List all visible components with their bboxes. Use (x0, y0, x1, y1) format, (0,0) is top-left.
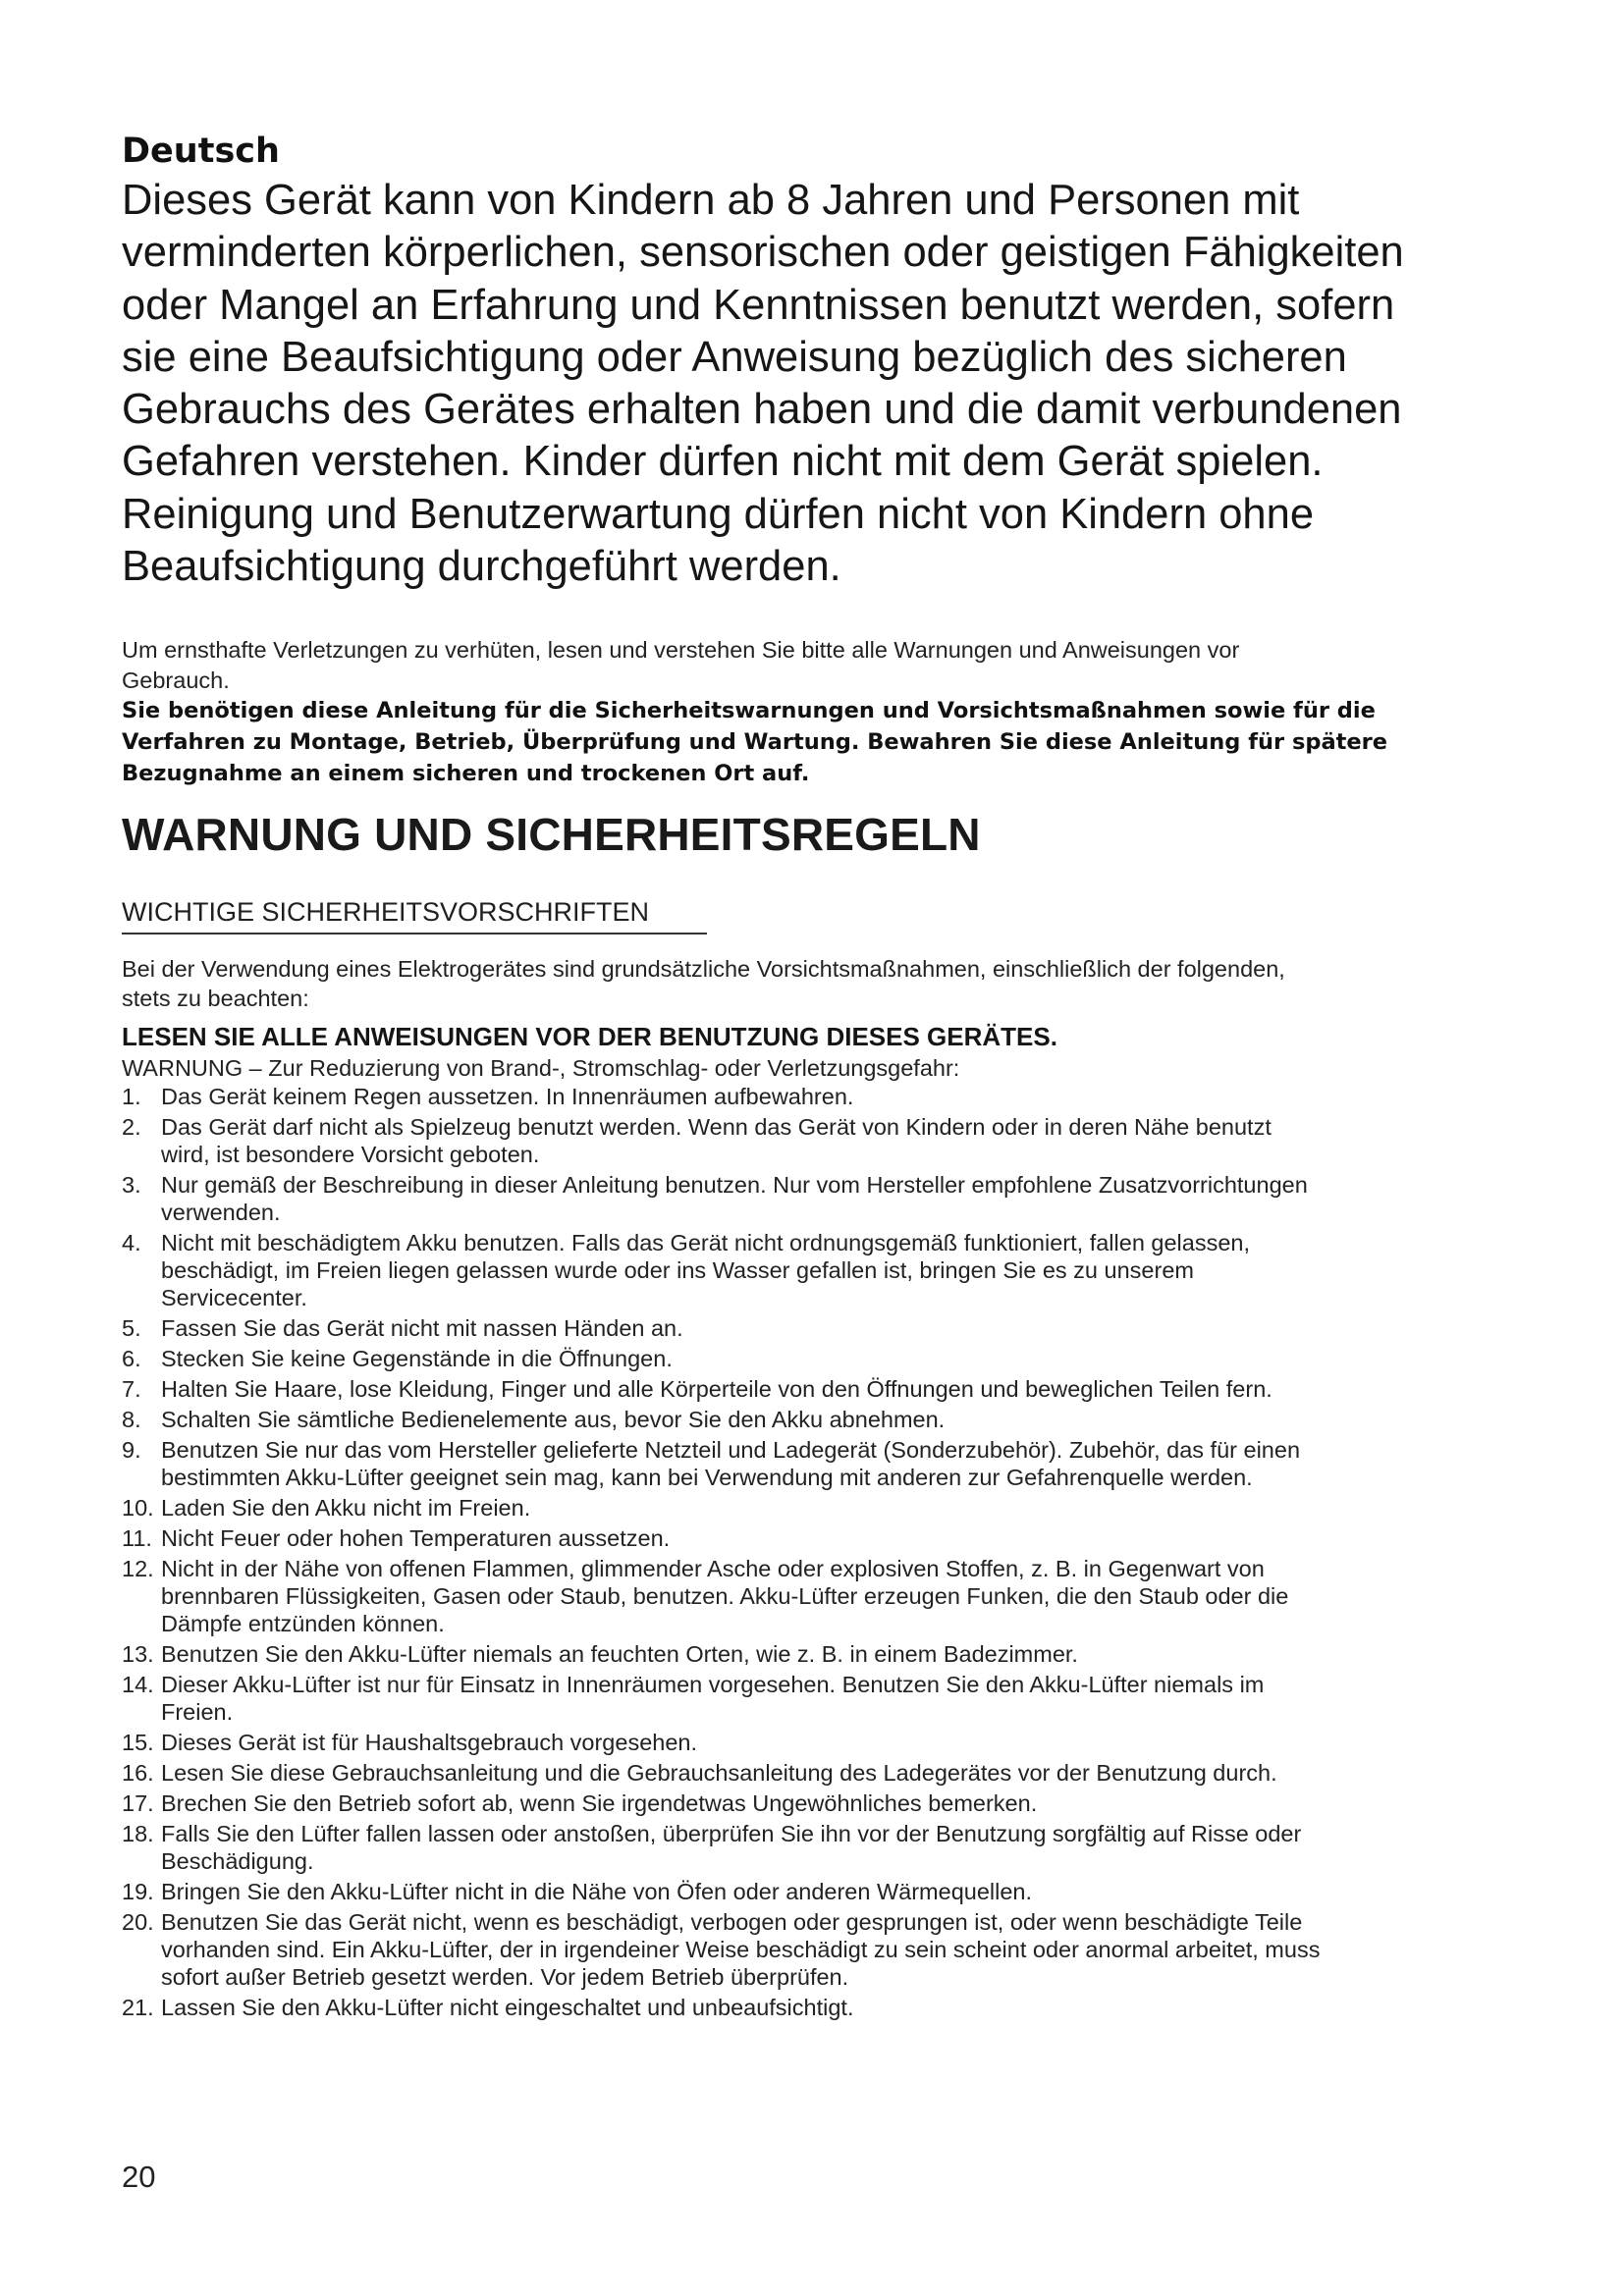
rule-text-line: Brechen Sie den Betrieb sofort ab, wenn Sie irgendetwas Ungewöhnliches bemerken. (161, 1790, 1038, 1816)
rule-item (122, 1345, 1496, 1372)
rule-number: 18. (122, 1821, 154, 1846)
rule-text-line: Benutzen Sie den Akku-Lüfter niemals an feuchten Orten, wie z. B. in einem Badezimmer. (161, 1641, 1078, 1667)
rule-text-line: Nicht Feuer oder hohen Temperaturen aussetzen. (161, 1525, 671, 1551)
notice-bold-line: Verfahren zu Montage, Betrieb, Überprüfung und Wartung. Bewahren Sie diese Anleitung für spätere (122, 729, 1388, 755)
rule-item (122, 1640, 1496, 1668)
rule-item (122, 1878, 1496, 1905)
notice-bold-line: Sie benötigen diese Anleitung für die Sicherheitswarnungen und Vorsichtsmaßnahmen sowie für die (122, 698, 1376, 723)
rule-number: 21. (122, 1995, 154, 2020)
rule-number: 3. (122, 1172, 141, 1198)
notice-line: Um ernsthafte Verletzungen zu verhüten, lesen und verstehen Sie bitte alle Warnungen und Anweisungen vor (122, 637, 1240, 663)
rule-number: 10. (122, 1495, 154, 1521)
rule-text-line: Das Gerät keinem Regen aussetzen. In Innenräumen aufbewahren. (161, 1084, 854, 1109)
rule-number: 17. (122, 1790, 154, 1816)
rule-number: 5. (122, 1315, 141, 1341)
rule-text-line: Benutzen Sie das Gerät nicht, wenn es beschädigt, verbogen oder gesprungen ist, oder wenn beschädigte Teile (161, 1909, 1303, 1935)
rule-item (122, 1113, 1496, 1168)
rule-item (122, 1436, 1496, 1491)
warning-line: WARNUNG – Zur Reduzierung von Brand-, Stromschlag- oder Verletzungsgefahr: (122, 1055, 960, 1081)
rule-text-line: Servicecenter. (161, 1285, 307, 1310)
rule-text-line: Dieser Akku-Lüfter ist nur für Einsatz in Innenräumen vorgesehen. Benutzen Sie den Akku-Lüfter niemals im (161, 1672, 1265, 1697)
rule-number: 12. (122, 1556, 154, 1581)
rule-text-line: Falls Sie den Lüfter fallen lassen oder anstoßen, überprüfen Sie ihn vor der Benutzung sorgfältig auf Risse oder (161, 1821, 1302, 1846)
rule-text-line: Fassen Sie das Gerät nicht mit nassen Händen an. (161, 1315, 683, 1341)
precaution-line: stets zu beachten: (122, 985, 309, 1011)
rule-text-line: brennbaren Flüssigkeiten, Gasen oder Staub, benutzen. Akku-Lüfter erzeugen Funken, die den Staub oder die (161, 1583, 1289, 1609)
rule-item (122, 1229, 1496, 1311)
rule-number: 13. (122, 1641, 154, 1667)
rule-item (122, 1314, 1496, 1342)
rule-text-line: Nicht mit beschädigtem Akku benutzen. Falls das Gerät nicht ordnungsgemäß funktioniert, fallen gelassen, (161, 1230, 1251, 1255)
rule-item (122, 1789, 1496, 1817)
rule-text-line: Freien. (161, 1699, 234, 1725)
rule-item (122, 1820, 1496, 1875)
rule-text-line: Bringen Sie den Akku-Lüfter nicht in die Nähe von Öfen oder anderen Wärmequellen. (161, 1879, 1033, 1904)
rule-number: 7. (122, 1376, 141, 1402)
rule-number: 2. (122, 1114, 141, 1140)
rule-number: 19. (122, 1879, 154, 1904)
rule-text-line: Schalten Sie sämtliche Bedienelemente aus, bevor Sie den Akku abnehmen. (161, 1407, 946, 1432)
rule-item (122, 1083, 1496, 1110)
rule-text-line: wird, ist besondere Vorsicht geboten. (161, 1142, 540, 1167)
rule-text-line: Nur gemäß der Beschreibung in dieser Anleitung benutzen. Nur vom Hersteller empfohlene Zusatzvorrichtungen (161, 1172, 1308, 1198)
rule-number: 4. (122, 1230, 141, 1255)
rule-number: 15. (122, 1730, 154, 1755)
rule-item (122, 1759, 1496, 1787)
intro-line: Gebrauchs des Gerätes erhalten haben und die damit verbundenen (122, 386, 1402, 434)
intro-line: Gefahren verstehen. Kinder dürfen nicht mit dem Gerät spielen. (122, 438, 1324, 486)
subsection-title: WICHTIGE SICHERHEITSVORSCHRIFTEN (122, 895, 707, 934)
read-instructions-heading: LESEN SIE ALLE ANWEISUNGEN VOR DER BENUTZUNG DIESES GERÄTES. (122, 1022, 1057, 1051)
rule-item (122, 1524, 1496, 1552)
rule-text-line: Nicht in der Nähe von offenen Flammen, glimmender Asche oder explosiven Stoffen, z. B. in Gegenwart von (161, 1556, 1265, 1581)
safety-rules-list (122, 1083, 1496, 2024)
rule-text-line: sofort außer Betrieb gesetzt werden. Vor jedem Betrieb überprüfen. (161, 1964, 849, 1990)
rule-number: 1. (122, 1084, 141, 1109)
rule-item (122, 1375, 1496, 1403)
rule-item (122, 1494, 1496, 1522)
intro-line: sie eine Beaufsichtigung oder Anweisung bezüglich des sicheren (122, 333, 1347, 381)
rule-item (122, 1729, 1496, 1756)
rule-text-line: Halten Sie Haare, lose Kleidung, Finger und alle Körperteile von den Öffnungen und beweglichen Teilen fern. (161, 1376, 1272, 1402)
precaution-paragraph (122, 955, 1477, 1013)
rule-text-line: verwenden. (161, 1200, 281, 1225)
notice-line: Gebrauch. (122, 667, 230, 693)
rule-item (122, 1994, 1496, 2021)
rule-text-line: bestimmten Akku-Lüfter geeignet sein mag, kann bei Verwendung mit anderen zur Gefahrenquelle werden. (161, 1465, 1253, 1490)
rule-number: 9. (122, 1437, 141, 1463)
intro-line: verminderten körperlichen, sensorischen oder geistigen Fähigkeiten (122, 229, 1404, 277)
rule-text-line: vorhanden sind. Ein Akku-Lüfter, der in irgendeiner Weise beschädigt zu sein scheint oder anormal arbeitet, muss (161, 1937, 1321, 1962)
rule-text-line: beschädigt, im Freien liegen gelassen wurde oder ins Wasser gefallen ist, bringen Sie es zu unserem (161, 1257, 1194, 1283)
language-heading: Deutsch (122, 132, 280, 171)
rule-item (122, 1406, 1496, 1433)
rule-text-line: Lassen Sie den Akku-Lüfter nicht eingeschaltet und unbeaufsichtigt. (161, 1995, 854, 2020)
intro-line: Reinigung und Benutzerwartung dürfen nicht von Kindern ohne (122, 490, 1315, 538)
rule-text-line: Stecken Sie keine Gegenstände in die Öffnungen. (161, 1346, 673, 1371)
intro-line: Beaufsichtigung durchgeführt werden. (122, 543, 841, 591)
rule-number: 20. (122, 1909, 154, 1935)
warning-notice (122, 635, 1477, 789)
rule-text-line: Benutzen Sie nur das vom Hersteller gelieferte Netzteil und Ladegerät (Sonderzubehör). Zubehör, das für einen (161, 1437, 1301, 1463)
rule-text-line: Dieses Gerät ist für Haushaltsgebrauch vorgesehen. (161, 1730, 698, 1755)
rule-text-line: Das Gerät darf nicht als Spielzeug benutzt werden. Wenn das Gerät von Kindern oder in deren Nähe benutzt (161, 1114, 1272, 1140)
rule-number: 11. (122, 1525, 152, 1551)
page-number: 20 (122, 2160, 156, 2194)
intro-paragraph (122, 175, 1496, 593)
rule-number: 14. (122, 1672, 154, 1697)
section-title: WARNUNG UND SICHERHEITSREGELN (122, 809, 981, 860)
rule-item (122, 1671, 1496, 1726)
intro-line: Dieses Gerät kann von Kindern ab 8 Jahren und Personen mit (122, 177, 1300, 224)
rule-text-line: Beschädigung. (161, 1848, 314, 1874)
rule-item (122, 1908, 1496, 1991)
notice-bold-line: Bezugnahme an einem sicheren und trockenen Ort auf. (122, 761, 810, 786)
rule-text-line: Laden Sie den Akku nicht im Freien. (161, 1495, 531, 1521)
rule-text-line: Dämpfe entzünden können. (161, 1611, 445, 1636)
rule-number: 16. (122, 1760, 154, 1786)
rule-item (122, 1171, 1496, 1226)
rule-number: 8. (122, 1407, 141, 1432)
intro-line: oder Mangel an Erfahrung und Kenntnissen benutzt werden, sofern (122, 281, 1395, 329)
rule-item (122, 1555, 1496, 1637)
rule-text-line: Lesen Sie diese Gebrauchsanleitung und die Gebrauchsanleitung des Ladegerätes vor der Benutzung durch. (161, 1760, 1277, 1786)
precaution-line: Bei der Verwendung eines Elektrogerätes sind grundsätzliche Vorsichtsmaßnahmen, einschließlich der folgenden, (122, 956, 1285, 982)
rule-number: 6. (122, 1346, 141, 1371)
